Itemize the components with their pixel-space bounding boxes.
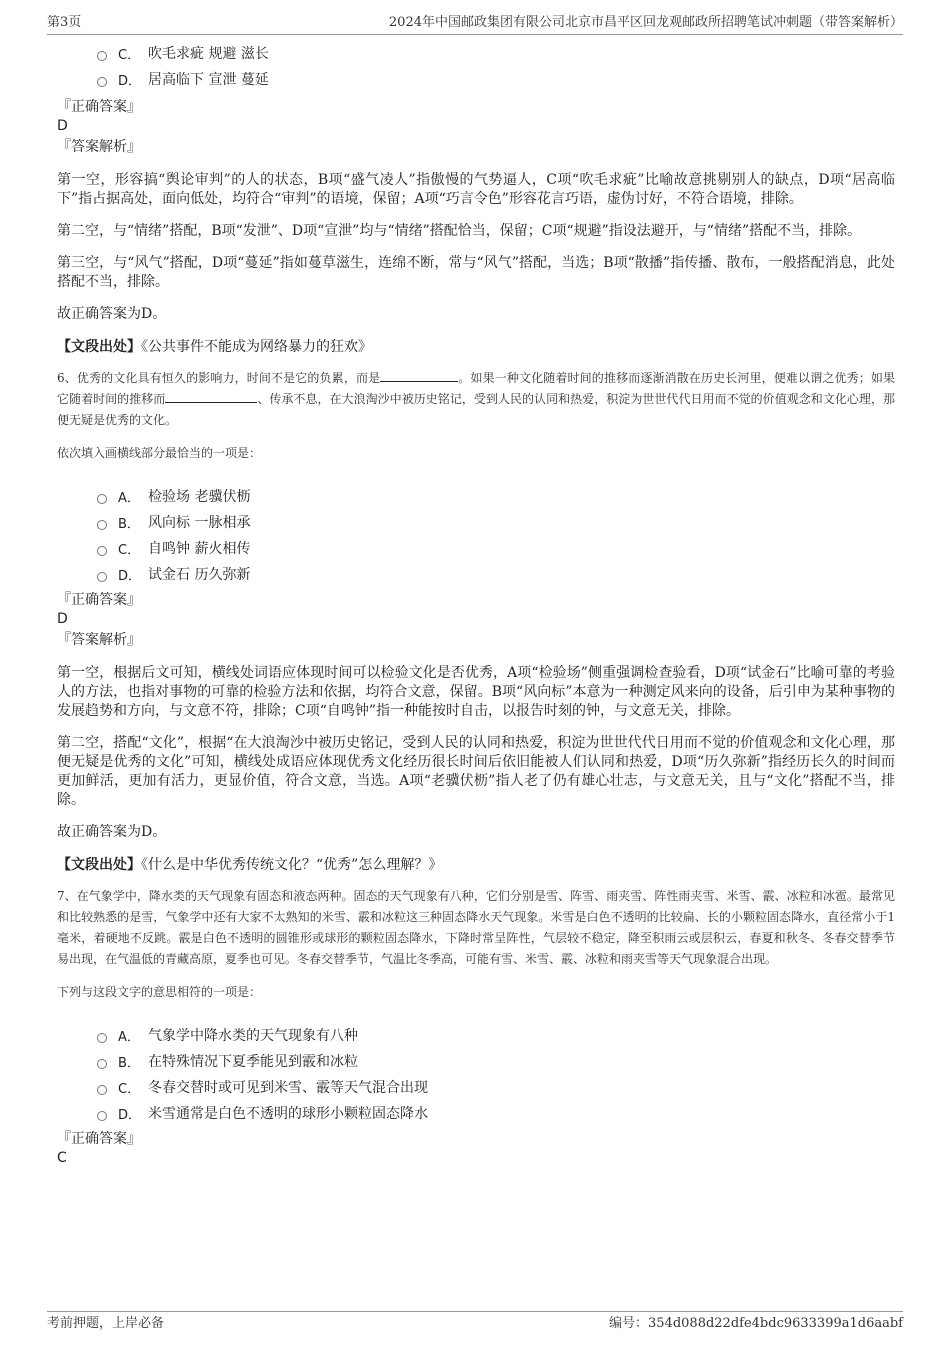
q6-option-b[interactable]: B． 风向标 一脉相承 [97, 509, 895, 535]
q6-answer: D [57, 611, 68, 627]
q5-source [57, 338, 895, 357]
answer-blank [165, 389, 257, 403]
q5-analysis-label: 『答案解析』 [57, 139, 141, 155]
q6-prompt: 依次填入画横线部分最恰当的一项是： [57, 446, 262, 460]
q6-option-d[interactable]: D． 试金石 历久弥新 [97, 561, 895, 587]
q5-option-d[interactable]: D． 居高临下 宣泄 蔓延 [97, 66, 895, 92]
q5-options [97, 40, 895, 92]
q6-conclusion: 故正确答案为D。 [57, 824, 167, 840]
q7-option-d[interactable]: D． 米雪通常是白色不透明的球形小颗粒固态降水 [97, 1100, 895, 1126]
q6-option-a[interactable]: A． 检验场 老骥伏枥 [97, 483, 895, 509]
page-header [47, 14, 903, 35]
q5-analysis-paragraph: 第三空，与“风气”搭配，D项“蔓延”指如蔓草滋生，连绵不断，常与“风气”搭配，当选；B项“散播”指传播、散布，一般搭配消息，此处搭配不当，排除。 [57, 255, 895, 290]
q5-option-c[interactable]: C． 吹毛求疵 规避 滋长 [97, 40, 895, 66]
radio-icon[interactable] [97, 1111, 107, 1121]
q7-option-c[interactable]: C． 冬春交替时或可见到米雪、霰等天气混合出现 [97, 1074, 895, 1100]
q6-option-c[interactable]: C． 自鸣钟 薪火相传 [97, 535, 895, 561]
q5-analysis-paragraph: 第二空，与“情绪”搭配，B项“发泄”、D项“宣泄”均与“情绪”搭配恰当，保留；C项“规避”指设法避开，与“情绪”搭配不当，排除。 [57, 223, 862, 239]
radio-icon[interactable] [97, 520, 107, 530]
radio-icon[interactable] [97, 1085, 107, 1095]
q5-analysis-paragraph: 第一空，形容搞“舆论审判”的人的状态，B项“盛气凌人”指傲慢的气势逼人，C项“吹毛求疵”比喻故意挑剔别人的缺点，D项“居高临下”指占据高处，面向低处，均符合“审判”的语境，保留；A项“巧言令色”形容花言巧语，虚伪讨好，不符合语境，排除。 [57, 172, 895, 207]
source-text: 《公共事件不能成为网络暴力的狂欢》 [141, 339, 372, 355]
page-number: 第3页 [47, 15, 82, 30]
q6-answer-label: 『正确答案』 [57, 592, 141, 608]
page-footer [47, 1311, 903, 1331]
q6-options [97, 483, 895, 587]
answer-blank [380, 368, 458, 382]
q5-answer-label: 『正确答案』 [57, 99, 141, 115]
q6-question-text: 6、优秀的文化具有恒久的影响力，时间不是它的负累，而是 。如果一种文化随着时间的推移而逐渐消散在历史长河里，便难以谓之优秀；如果它随着时间的推移而 、传承不息，在大浪淘沙中被历史铭记，受到人民的认同和热爱，积淀为世世代代日用而不觉的价值观念和文化心理，那便无疑是优秀的文化。 [57, 368, 895, 431]
source-text: 《什么是中华优秀传统文化？“优秀”怎么理解？》 [141, 857, 443, 873]
radio-icon[interactable] [97, 494, 107, 504]
q7-question-text: 7、在气象学中，降水类的天气现象有固态和液态两种。固态的天气现象有八种，它们分别是雪、阵雪、雨夹雪、阵性雨夹雪、米雪、霰、冰粒和冰雹。最常见和比较熟悉的是雪，气象学中还有大家不太熟知的米雪、霰和冰粒这三种固态降水天气现象。米雪是白色不透明的比较扁、长的小颗粒固态降水，直径常小于1毫米，着硬地不反跳。霰是白色不透明的圆锥形或球形的颗粒固态降水，下降时常呈阵性，气层较不稳定，降至积雨云或层积云，春夏和秋冬、冬春交替季节易出现，在气温低的青藏高原，夏季也可见。冬春交替季节，气温比冬季高，可能有雪、米雪、霰、冰粒和雨夹雪等天气现象混合出现。 [57, 889, 895, 966]
source-label: 【文段出处】 [57, 339, 141, 355]
source-label: 【文段出处】 [57, 857, 141, 873]
q7-answer-label: 『正确答案』 [57, 1131, 141, 1147]
document-body [57, 40, 895, 1168]
radio-icon[interactable] [97, 51, 107, 61]
footer-slogan: 考前押题，上岸必备 [47, 1316, 165, 1331]
q6-analysis-label: 『答案解析』 [57, 632, 141, 648]
radio-icon[interactable] [97, 77, 107, 87]
radio-icon[interactable] [97, 546, 107, 556]
q7-prompt: 下列与这段文字的意思相符的一项是： [57, 985, 262, 999]
document-code: 编号：354d088d22dfe4bdc9633399a1d6aabf [609, 1316, 903, 1331]
q5-answer: D [57, 118, 68, 134]
q7-option-a[interactable]: A． 气象学中降水类的天气现象有八种 [97, 1022, 895, 1048]
radio-icon[interactable] [97, 1033, 107, 1043]
radio-icon[interactable] [97, 1059, 107, 1069]
q5-conclusion: 故正确答案为D。 [57, 306, 167, 322]
q6-analysis-paragraph: 第二空，搭配“文化”，根据“在大浪淘沙中被历史铭记，受到人民的认同和热爱，积淀为世世代代日用而不觉的价值观念和文化心理，那便无疑是优秀的文化”可知，横线处成语应体现优秀文化经历很长时间后依旧能被人们认同和热爱，D项“历久弥新”指经历长久的时间而更加鲜活，更加有活力，更显价值，符合文意，当选。A项“老骥伏枥”指人老了仍有雄心壮志，与文意无关，且与“文化”搭配不当，排除。 [57, 735, 895, 808]
radio-icon[interactable] [97, 572, 107, 582]
q6-analysis-paragraph: 第一空，根据后文可知，横线处词语应体现时间可以检验文化是否优秀，A项“检验场”侧重强调检查验看，D项“试金石”比喻可靠的考验人的方法，也指对事物的可靠的检验方法和依据，均符合文意，保留。B项“风向标”本意为一种测定风来向的设备，后引申为某种事物的发展趋势和方向，与文意不符，排除；C项“自鸣钟”指一种能按时自击，以报告时刻的钟，与文意无关，排除。 [57, 665, 895, 719]
q7-options [97, 1022, 895, 1126]
q7-answer: C [57, 1150, 67, 1166]
document-title: 2024年中国邮政集团有限公司北京市昌平区回龙观邮政所招聘笔试冲刺题（带答案解析） [388, 15, 903, 30]
q6-source [57, 856, 895, 875]
q7-option-b[interactable]: B． 在特殊情况下夏季能见到霰和冰粒 [97, 1048, 895, 1074]
